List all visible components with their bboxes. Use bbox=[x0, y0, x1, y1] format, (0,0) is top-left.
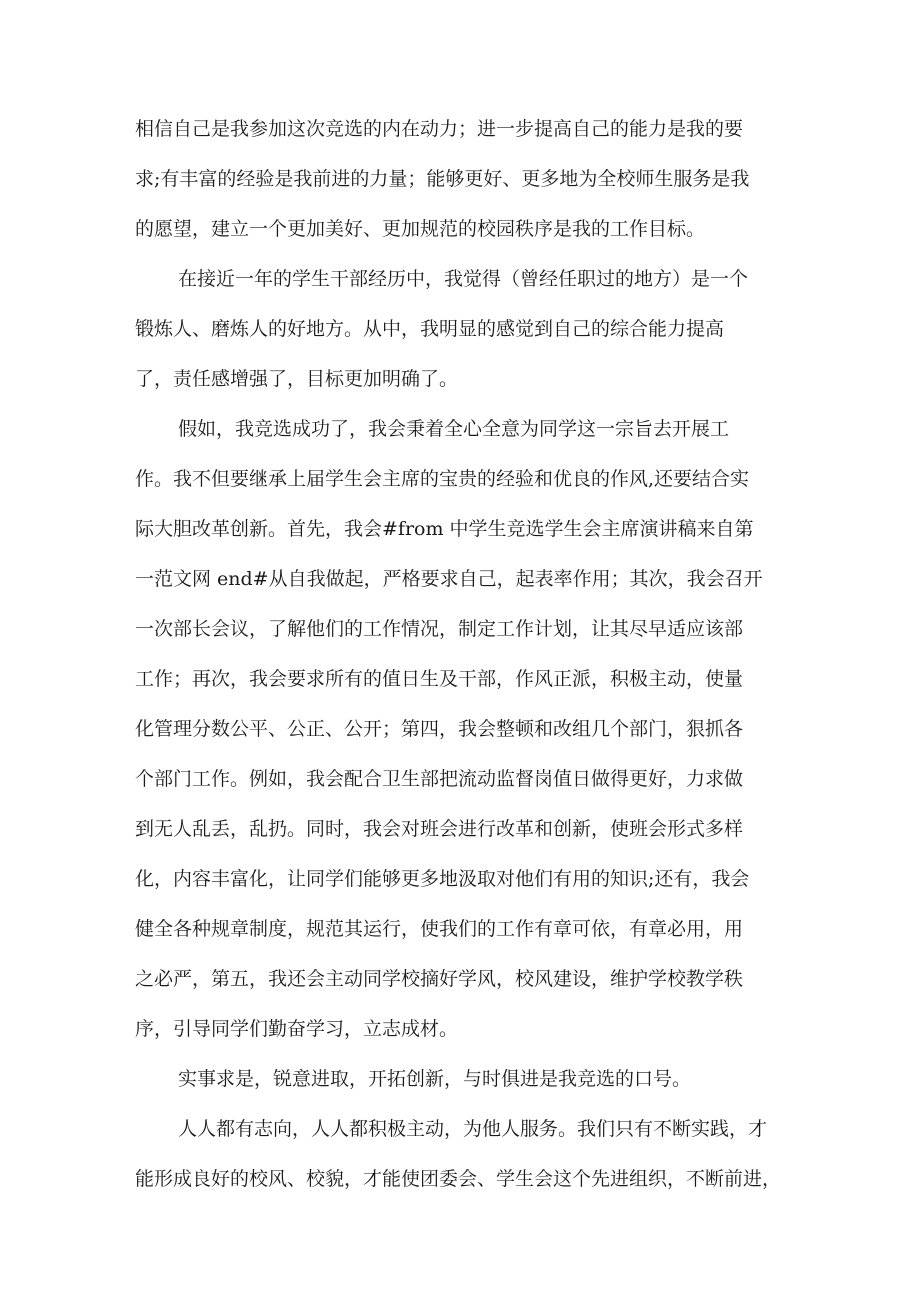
text-line: 一次部长会议，了解他们的工作情况，制定工作计划，让其尽早适应该部 bbox=[135, 618, 744, 640]
text-line: 假如，我竞选成功了，我会秉着全心全意为同学这一宗旨去开展工 bbox=[178, 418, 730, 440]
text-line: 到无人乱丢，乱扔。同时，我会对班会进行改革和创新，使班会形式多样 bbox=[135, 818, 744, 840]
text-line: 实事求是，锐意进取，开拓创新，与时俱进是我竞选的口号。 bbox=[178, 1068, 692, 1090]
text-line: 个部门工作。例如，我会配合卫生部把流动监督岗值日做得更好，力求做 bbox=[135, 768, 744, 790]
text-line: 在接近一年的学生干部经历中，我觉得（曾经任职过的地方）是一个 bbox=[178, 268, 749, 290]
text-line: 的愿望，建立一个更加美好、更加规范的校园秩序是我的工作目标。 bbox=[135, 218, 706, 240]
text-line: 锻炼人、磨炼人的好地方。从中，我明显的感觉到自己的综合能力提高 bbox=[135, 318, 725, 340]
text-line: 化管理分数公平、公正、公开；第四，我会整顿和改组几个部门，狠抓各 bbox=[135, 718, 744, 740]
text-line: 之必严，第五，我还会主动同学校摘好学风，校风建设，维护学校教学秩 bbox=[135, 968, 744, 990]
text-line: 人人都有志向，人人都积极主动，为他人服务。我们只有不断实践，才 bbox=[178, 1118, 768, 1140]
text-line: 际大胆改革创新。首先，我会#from 中学生竞选学生会主席演讲稿来自第 bbox=[135, 518, 754, 540]
text-line: 了，责任感增强了，目标更加明确了。 bbox=[135, 368, 459, 390]
text-line: 化，内容丰富化，让同学们能够更多地汲取对他们有用的知识;还有，我会 bbox=[135, 868, 750, 890]
text-line: 能形成良好的校风、校貌，才能使团委会、学生会这个先进组织，不断前进， bbox=[135, 1168, 782, 1190]
text-line: 作。我不但要继承上届学生会主席的宝贵的经验和优良的作风,还要结合实 bbox=[135, 468, 750, 490]
text-line: 一范文网 end#从自我做起，严格要求自己，起表率作用；其次，我会召开 bbox=[135, 568, 763, 590]
text-line: 工作；再次，我会要求所有的值日生及干部，作风正派，积极主动，使量 bbox=[135, 668, 744, 690]
text-line: 相信自己是我参加这次竞选的内在动力；进一步提高自己的能力是我的要 bbox=[135, 118, 744, 140]
text-line: 健全各种规章制度，规范其运行，使我们的工作有章可依，有章必用，用 bbox=[135, 918, 744, 940]
text-line: 求;有丰富的经验是我前进的力量；能够更好、更多地为全校师生服务是我 bbox=[135, 168, 750, 190]
text-line: 序，引导同学们勤奋学习，立志成材。 bbox=[135, 1018, 459, 1040]
